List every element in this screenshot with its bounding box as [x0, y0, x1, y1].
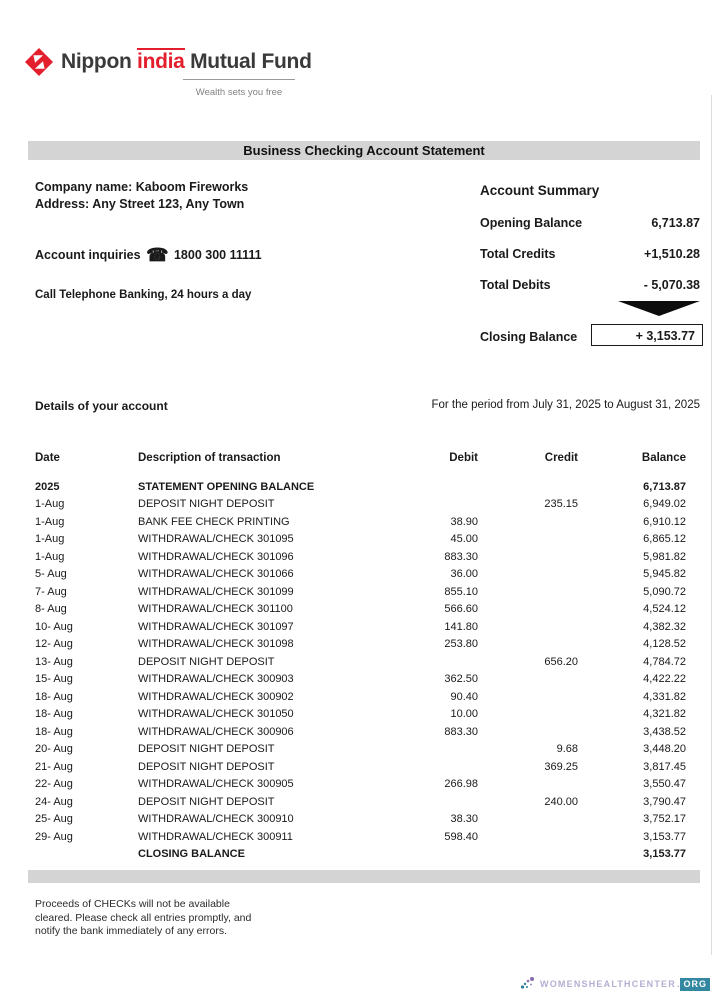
transactions-body [28, 478, 700, 863]
cell-balance: 3,438.52 [643, 725, 686, 738]
cell-desc: DEPOSIT NIGHT DEPOSIT [138, 760, 275, 773]
table-row [28, 513, 700, 531]
cell-balance: 3,448.20 [643, 743, 686, 756]
cell-balance: 4,784.72 [643, 655, 686, 668]
cell-date: 1-Aug [35, 550, 65, 563]
cell-desc: WITHDRAWAL/CHECK 300902 [138, 690, 294, 703]
cell-desc: WITHDRAWAL/CHECK 301100 [138, 603, 293, 616]
cell-credit [478, 636, 578, 654]
watermark [519, 976, 710, 992]
statement-period: For the period from July 31, 2025 to August 31, 2025 [431, 399, 700, 411]
cell-balance: 5,981.82 [643, 550, 686, 563]
cell-desc: WITHDRAWAL/CHECK 300911 [138, 830, 293, 843]
company-info [35, 179, 248, 213]
cell-desc: DEPOSIT NIGHT DEPOSIT [138, 655, 275, 668]
brand-name [61, 50, 312, 74]
cell-balance: 3,550.47 [643, 778, 686, 791]
cell-desc: WITHDRAWAL/CHECK 301095 [138, 533, 294, 546]
cell-balance: 3,790.47 [643, 795, 686, 808]
header-description: Description of transaction [138, 452, 281, 464]
cell-date: 18- Aug [35, 690, 73, 703]
cell-desc: STATEMENT OPENING BALANCE [138, 480, 315, 493]
cell-date: 5- Aug [35, 568, 67, 581]
cell-date: 8- Aug [35, 603, 67, 616]
cell-credit [478, 531, 578, 549]
cell-desc: WITHDRAWAL/CHECK 300905 [138, 778, 294, 791]
cell-balance: 3,817.45 [643, 760, 686, 773]
cell-credit [478, 548, 578, 566]
table-row [28, 776, 700, 794]
cell-date: 18- Aug [35, 725, 73, 738]
watermark-dots-icon [519, 976, 537, 992]
cell-debit [383, 478, 478, 496]
cell-desc: WITHDRAWAL/CHECK 301099 [138, 585, 294, 598]
brand-india: india [137, 50, 185, 73]
transactions-table [28, 452, 700, 863]
cell-balance: 4,321.82 [643, 708, 686, 721]
cell-debit: 10.00 [450, 708, 478, 721]
summary-value: +1,510.28 [644, 247, 700, 261]
telephone-banking-line: Call Telephone Banking, 24 hours a day [35, 289, 252, 301]
table-row [28, 741, 700, 759]
footer-line: cleared. Please check all entries promptly, and [35, 911, 252, 924]
summary-row-opening [480, 216, 700, 230]
cell-credit: 656.20 [544, 655, 578, 668]
inquiries-label: Account inquiries [35, 248, 141, 262]
footer-note [35, 898, 251, 939]
transactions-header [28, 452, 700, 478]
cell-debit: 883.30 [444, 725, 478, 738]
cell-debit: 566.60 [444, 603, 478, 616]
cell-date [28, 846, 138, 864]
cell-debit [383, 653, 478, 671]
phone-icon: ☎ [146, 245, 169, 265]
cell-date: 7- Aug [35, 585, 67, 598]
watermark-org-badge: ORG [680, 978, 710, 991]
account-inquiries-line [35, 245, 262, 266]
table-row [28, 531, 700, 549]
inquiries-phone-number: 1800 300 11111 [173, 248, 262, 262]
cell-balance: 4,382.32 [643, 620, 686, 633]
cell-credit: 235.15 [544, 498, 578, 511]
summary-label: Total Debits [480, 278, 551, 292]
brand-logo [25, 48, 325, 100]
header-date: Date [35, 452, 60, 464]
company-name-line: Company name: Kaboom Fireworks [35, 180, 249, 194]
cell-date: 22- Aug [35, 778, 73, 791]
table-row [28, 846, 700, 864]
table-row [28, 653, 700, 671]
table-row [28, 583, 700, 601]
table-row [28, 636, 700, 654]
cell-debit: 90.40 [450, 690, 478, 703]
header-debit: Debit [449, 452, 478, 464]
nippon-diamond-icon [25, 48, 53, 76]
cell-balance: 4,422.22 [643, 673, 686, 686]
cell-credit [478, 478, 578, 496]
table-row [28, 811, 700, 829]
table-row [28, 566, 700, 584]
cell-desc: WITHDRAWAL/CHECK 301097 [138, 620, 294, 633]
cell-date: 29- Aug [35, 830, 73, 843]
cell-date: 1-Aug [35, 498, 65, 511]
cell-credit [478, 583, 578, 601]
cell-date: 21- Aug [35, 760, 73, 773]
page-edge-line [711, 95, 712, 955]
cell-date: 10- Aug [35, 620, 73, 633]
footer-line: notify the bank immediately of any errors. [35, 925, 228, 937]
cell-date: 20- Aug [35, 743, 73, 756]
brand-mutual-fund: Mutual Fund [184, 50, 312, 73]
cell-desc: WITHDRAWAL/CHECK 301050 [138, 708, 294, 721]
header-credit: Credit [544, 452, 578, 464]
cell-date: 18- Aug [35, 708, 73, 721]
cell-desc: WITHDRAWAL/CHECK 301098 [138, 638, 294, 651]
cell-balance: 6,910.12 [643, 515, 686, 528]
summary-row-credits [480, 247, 700, 261]
brand-nippon: Nippon [61, 50, 138, 73]
cell-credit [478, 688, 578, 706]
bottom-divider-bar [28, 870, 700, 883]
statement-title-bar: Business Checking Account Statement [28, 141, 700, 160]
cell-balance: 5,090.72 [643, 585, 686, 598]
cell-balance: 6,713.87 [643, 480, 686, 493]
cell-date: 12- Aug [35, 638, 73, 651]
cell-debit: 362.50 [444, 673, 478, 686]
cell-debit: 266.98 [444, 778, 478, 791]
cell-credit: 9.68 [556, 743, 578, 756]
cell-date: 25- Aug [35, 813, 73, 826]
cell-date: 15- Aug [35, 673, 73, 686]
cell-debit: 141.80 [444, 620, 478, 633]
cell-credit [478, 618, 578, 636]
cell-balance: 5,945.82 [643, 568, 686, 581]
cell-credit [478, 828, 578, 846]
cell-date: 1-Aug [35, 515, 65, 528]
cell-desc: DEPOSIT NIGHT DEPOSIT [138, 743, 275, 756]
cell-desc: DEPOSIT NIGHT DEPOSIT [138, 795, 275, 808]
details-title: Details of your account [35, 399, 168, 413]
cell-credit [478, 566, 578, 584]
table-row [28, 688, 700, 706]
summary-label: Total Credits [480, 247, 556, 261]
cell-debit [383, 758, 478, 776]
cell-debit: 855.10 [444, 585, 478, 598]
watermark-dot: . [676, 979, 680, 989]
cell-credit: 369.25 [544, 760, 578, 773]
down-arrow-icon [618, 301, 700, 316]
cell-credit [478, 706, 578, 724]
cell-debit: 45.00 [450, 533, 478, 546]
table-row [28, 618, 700, 636]
cell-debit: 38.90 [450, 515, 478, 528]
header-balance: Balance [641, 452, 686, 464]
watermark-text: WOMENSHEALTHCENTER [540, 979, 676, 989]
cell-debit [383, 793, 478, 811]
table-row [28, 758, 700, 776]
table-row [28, 723, 700, 741]
cell-balance: 4,128.52 [643, 638, 686, 651]
cell-credit [478, 776, 578, 794]
summary-value: 6,713.87 [651, 216, 700, 230]
cell-balance: 3,153.77 [643, 848, 686, 861]
cell-desc: WITHDRAWAL/CHECK 300910 [138, 813, 294, 826]
cell-desc: WITHDRAWAL/CHECK 301066 [138, 568, 294, 581]
cell-debit [383, 496, 478, 514]
cell-credit [478, 513, 578, 531]
table-row [28, 706, 700, 724]
cell-balance: 4,331.82 [643, 690, 686, 703]
cell-balance: 6,865.12 [643, 533, 686, 546]
closing-balance-label: Closing Balance [480, 330, 578, 344]
cell-debit [383, 846, 478, 864]
summary-value: - 5,070.38 [643, 278, 700, 292]
table-row [28, 548, 700, 566]
cell-desc: WITHDRAWAL/CHECK 300903 [138, 673, 294, 686]
cell-debit: 598.40 [444, 830, 478, 843]
table-row [28, 793, 700, 811]
cell-balance: 6,949.02 [643, 498, 686, 511]
cell-desc: WITHDRAWAL/CHECK 301096 [138, 550, 294, 563]
cell-date: 24- Aug [35, 795, 73, 808]
company-address-line: Address: Any Street 123, Any Town [35, 197, 245, 211]
cell-debit: 36.00 [450, 568, 478, 581]
cell-desc: WITHDRAWAL/CHECK 300906 [138, 725, 294, 738]
cell-credit [478, 601, 578, 619]
cell-credit [478, 671, 578, 689]
brand-tagline-rule [183, 79, 295, 100]
cell-debit: 883.30 [444, 550, 478, 563]
cell-debit: 38.30 [450, 813, 478, 826]
cell-credit: 240.00 [544, 795, 578, 808]
cell-date: 13- Aug [35, 655, 73, 668]
cell-desc: DEPOSIT NIGHT DEPOSIT [138, 498, 275, 511]
table-row [28, 478, 700, 496]
cell-balance: 4,524.12 [643, 603, 686, 616]
cell-credit [478, 811, 578, 829]
cell-balance: 3,153.77 [643, 830, 686, 843]
cell-desc: BANK FEE CHECK PRINTING [138, 515, 290, 528]
account-summary-title: Account Summary [480, 183, 600, 198]
cell-balance: 3,752.17 [643, 813, 686, 826]
footer-line: Proceeds of CHECKs will not be available [35, 898, 230, 910]
table-row [28, 828, 700, 846]
cell-credit [478, 846, 578, 864]
summary-row-debits [480, 278, 700, 292]
table-row [28, 601, 700, 619]
table-row [28, 671, 700, 689]
cell-desc: CLOSING BALANCE [138, 848, 245, 861]
summary-label: Opening Balance [480, 216, 583, 230]
table-row [28, 496, 700, 514]
cell-date: 2025 [35, 480, 60, 493]
brand-tagline: Wealth sets you free [195, 87, 283, 98]
cell-debit [383, 741, 478, 759]
cell-debit: 253.80 [444, 638, 478, 651]
cell-date: 1-Aug [35, 533, 65, 546]
cell-credit [478, 723, 578, 741]
closing-balance-value-box: + 3,153.77 [591, 324, 703, 346]
